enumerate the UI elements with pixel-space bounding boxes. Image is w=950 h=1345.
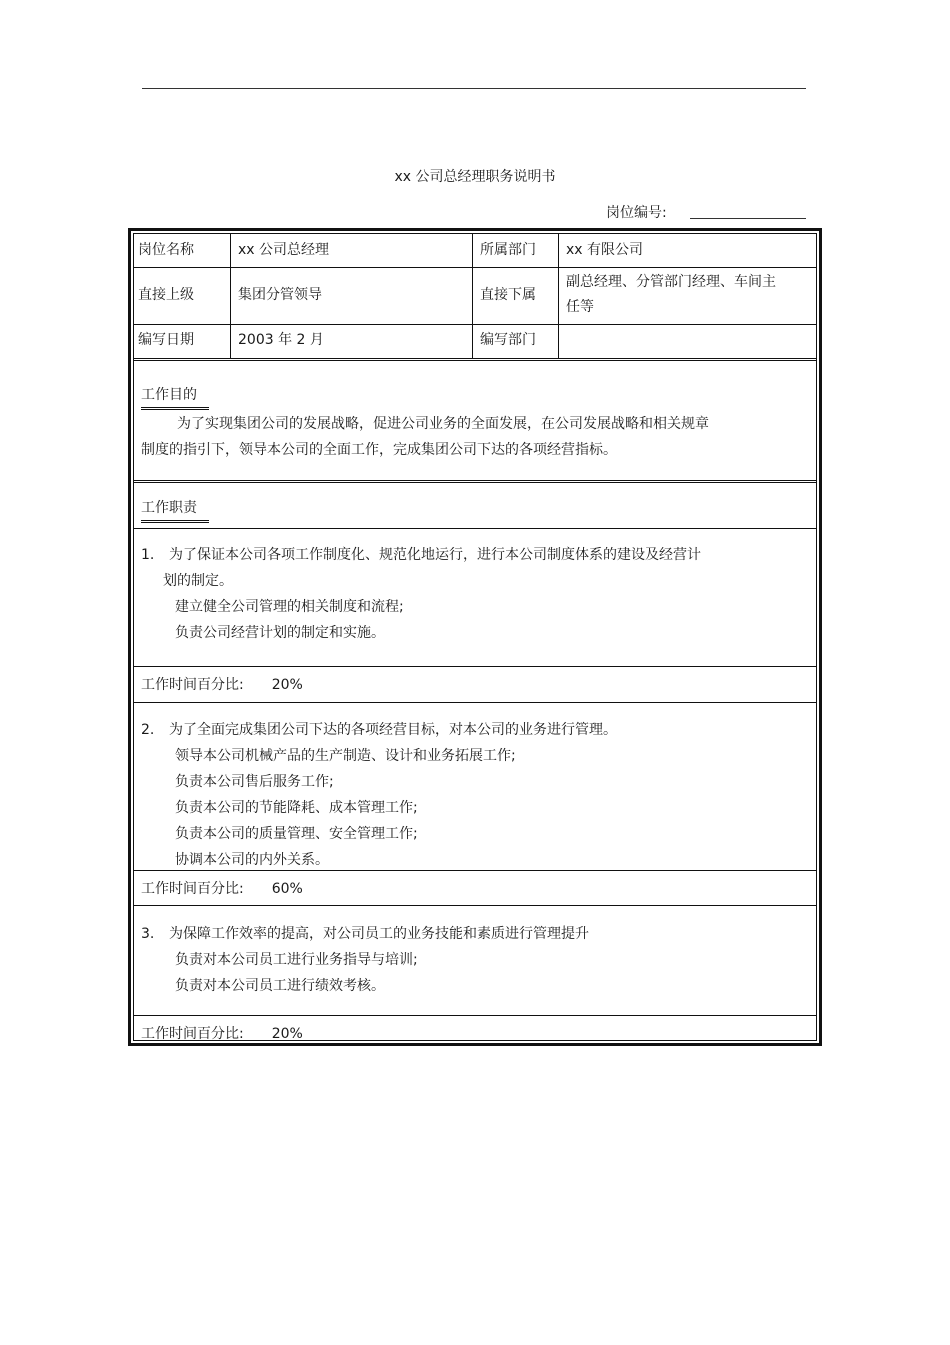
grid-line: [134, 267, 816, 268]
subordinate-label: 直接下属: [480, 287, 536, 303]
document-title: xx 公司总经理职务说明书: [394, 169, 556, 185]
grid-line: [134, 1015, 816, 1016]
job-description-sheet: [128, 228, 822, 1046]
post-code-label: 岗位编号:: [606, 205, 667, 221]
duty-2-time-percentage: 工作时间百分比: 60%: [141, 881, 303, 897]
grid-line: [558, 234, 559, 358]
purpose-text: 为了实现集团公司的发展战略，促进公司业务的全面发展，在公司发展战略和相关规章 制度的指引下，领导本公司的全面工作，完成集团公司下达的各项经营指标。: [141, 416, 709, 458]
department-label: 所属部门: [480, 242, 536, 258]
duty-1-time-percentage: 工作时间百分比: 20%: [141, 677, 303, 693]
duty-3-time-percentage: 工作时间百分比: 20%: [141, 1026, 303, 1042]
duty-item-2: 2. 为了全面完成集团公司下达的各项经营目标，对本公司的业务进行管理。 领导本公司机械产品的生产制造、设计和业务拓展工作; 负责本公司售后服务工作; 负责本公司的节能降耗、成本管理工作; 负责本公司的质量管理、安全管理工作; 协调本公司的内外关系。: [141, 722, 617, 868]
duties-heading: 工作职责: [141, 497, 209, 523]
post-name-label: 岗位名称: [138, 242, 194, 258]
department-value: xx 有限公司: [566, 242, 644, 258]
superior-value: 集团分管领导: [238, 287, 322, 303]
post-code-field: [690, 218, 806, 219]
heading-underline: [141, 520, 209, 523]
grid-line: [230, 234, 231, 358]
duty-item-1: 1. 为了保证本公司各项工作制度化、规范化地运行，进行本公司制度体系的建设及经营计 划的制定。 建立健全公司管理的相关制度和流程; 负责公司经营计划的制定和实施。: [141, 547, 701, 641]
heading-underline: [141, 407, 209, 410]
grid-line: [134, 666, 816, 667]
purpose-heading: 工作目的: [141, 384, 209, 410]
date-value: 2003 年 2 月: [238, 332, 324, 348]
writer-dept-label: 编写部门: [480, 332, 536, 348]
duty-item-3: 3. 为保障工作效率的提高，对公司员工的业务技能和素质进行管理提升 负责对本公司员工进行业务指导与培训; 负责对本公司员工进行绩效考核。: [141, 926, 589, 994]
subordinate-value: 副总经理、分管部门经理、车间主 任等: [566, 274, 776, 315]
header-rule: [142, 88, 806, 89]
job-description-inner: [133, 233, 817, 1041]
section-divider: [134, 358, 816, 361]
grid-line: [472, 234, 473, 358]
grid-line: [134, 528, 816, 529]
grid-line: [134, 905, 816, 906]
post-name-value: xx 公司总经理: [238, 242, 330, 258]
section-divider: [134, 480, 816, 483]
grid-line: [134, 702, 816, 703]
date-label: 编写日期: [138, 332, 194, 348]
grid-line: [134, 870, 816, 871]
grid-line: [134, 324, 816, 325]
superior-label: 直接上级: [138, 287, 194, 303]
